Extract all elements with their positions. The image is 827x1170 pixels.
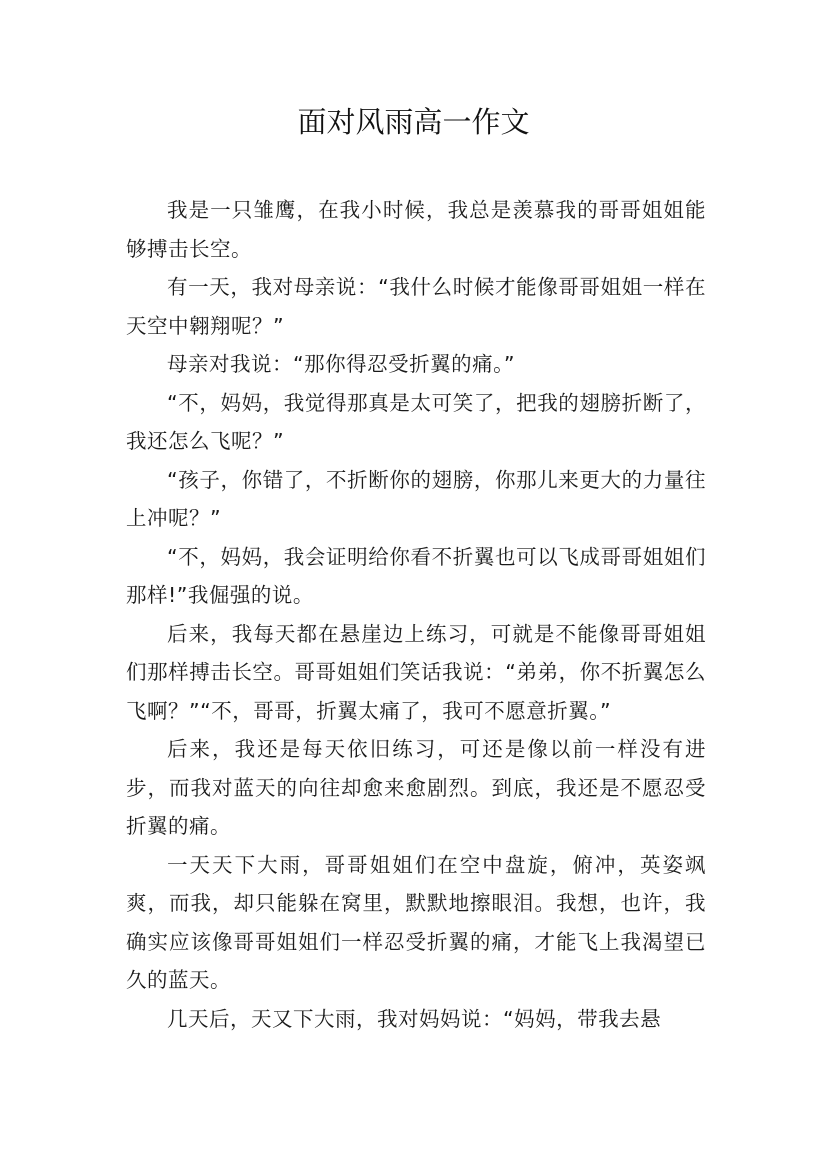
paragraph: 几天后，天又下大雨，我对妈妈说：“妈妈，带我去悬 (167, 1006, 662, 1031)
document-title: 面对风雨高一作文 (297, 105, 530, 139)
paragraph: 母亲对我说：“那你得忍受折翼的痛。” (167, 352, 515, 376)
paragraph: “不，妈妈，我觉得那真是太可笑了，把我的翅膀折断了，我还怎么飞呢？” (126, 390, 706, 453)
paragraph: 有一天，我对母亲说：“我什么时候才能像哥哥姐姐一样在天空中翱翔呢？” (126, 275, 706, 338)
paragraph: 后来，我还是每天依旧练习，可还是像以前一样没有进步，而我对蓝天的向往却愈来愈剧烈。到底，我还是不愿忍受折翼的痛。 (126, 737, 706, 838)
paragraph: 后来，我每天都在悬崖边上练习，可就是不能像哥哥姐姐们那样搏击长空。哥哥姐姐们笑话我说：“弟弟，你不折翼怎么飞啊？”“不，哥哥，折翼太痛了，我可不愿意折翼。” (126, 621, 706, 723)
paragraph: 我是一只雏鹰，在我小时候，我总是羡慕我的哥哥姐姐能够搏击长空。 (126, 198, 706, 261)
document-body (126, 191, 706, 1038)
paragraph: 一天天下大雨，哥哥姐姐们在空中盘旋，俯冲，英姿飒爽，而我，却只能躲在窝里，默默地擦眼泪。我想，也许，我确实应该像哥哥姐姐们一样忍受折翼的痛，才能飞上我渴望已久的蓝天。 (126, 852, 706, 992)
paragraph: “不，妈妈，我会证明给你看不折翼也可以飞成哥哥姐姐们那样!”我倔强的说。 (126, 544, 706, 607)
paragraph: “孩子，你错了，不折断你的翅膀，你那儿来更大的力量往上冲呢？” (126, 467, 706, 530)
